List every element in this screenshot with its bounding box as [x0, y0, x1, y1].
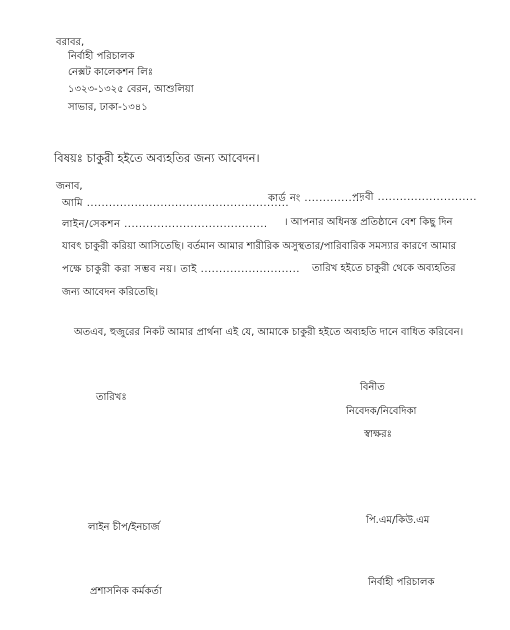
address-company: নেক্সট কালেকশন লিঃ — [68, 67, 154, 78]
signature-label: স্বাক্ষরঃ — [364, 429, 392, 440]
executive-director-label: নির্বাহী পরিচালক — [368, 577, 435, 588]
body-text-line2: । আপনার অধিনস্ত প্রতিষ্ঠানে বেশ কিছু দিন — [284, 217, 453, 228]
salutation: জনাব, — [56, 181, 83, 192]
pm-qm-label: পি.এম/কিউ.এম — [366, 515, 430, 526]
name-blank: আমি ....................................................... — [62, 198, 290, 209]
card-number-blank: কার্ড নং ................ — [268, 193, 364, 204]
admin-officer-label: প্রশাসনিক কর্মকর্তা — [90, 586, 162, 597]
body-text-line4: তারিখ হইতে চাকুরী থেকে অব্যহতির — [312, 263, 456, 274]
yours-faithfully: বিনীত — [360, 382, 385, 393]
line-chief-label: লাইন চীপ/ইনচার্জ — [88, 522, 160, 533]
address-street: ১৩২৩-১৩২৫ বেরন, আশুলিয়া — [68, 84, 194, 95]
date-label: তারিখঃ — [96, 392, 127, 403]
applicant-label: নিবেদক/নিবেদিকা — [346, 406, 417, 417]
letter-subject: বিষয়ঃ চাকুরী হইতে অব্যহতির জন্য আবেদন। — [54, 151, 260, 165]
designation-blank: পদবী ........................... — [352, 192, 477, 203]
request-paragraph: অতএব, হুজুরের নিকট আমার প্রার্থনা এই যে, আমাকে চাকুরী হইতে অব্যহতি দানে বাধিত করিবেন। — [74, 327, 464, 338]
date-blank: পক্ষে চাকুরী করা সম্ভব নয়। তাই ........................... — [62, 264, 300, 275]
address-city: সাভার, ঢাকা-১৩৪১ — [68, 102, 148, 113]
line-section-blank: লাইন/সেকশন ....................................... — [62, 219, 268, 230]
address-to: বরাবর, — [56, 37, 85, 48]
body-text-line5: জন্য আবেদন করিতেছি। — [62, 287, 159, 298]
address-recipient-title: নির্বাহী পরিচালক — [68, 51, 135, 62]
body-text-line3: যাবৎ চাকুরী করিয়া আসিতেছি। বর্তমান আমার শারীরিক অসুস্থতার/পারিবারিক সমস্যার কারণে আমার — [62, 241, 457, 252]
